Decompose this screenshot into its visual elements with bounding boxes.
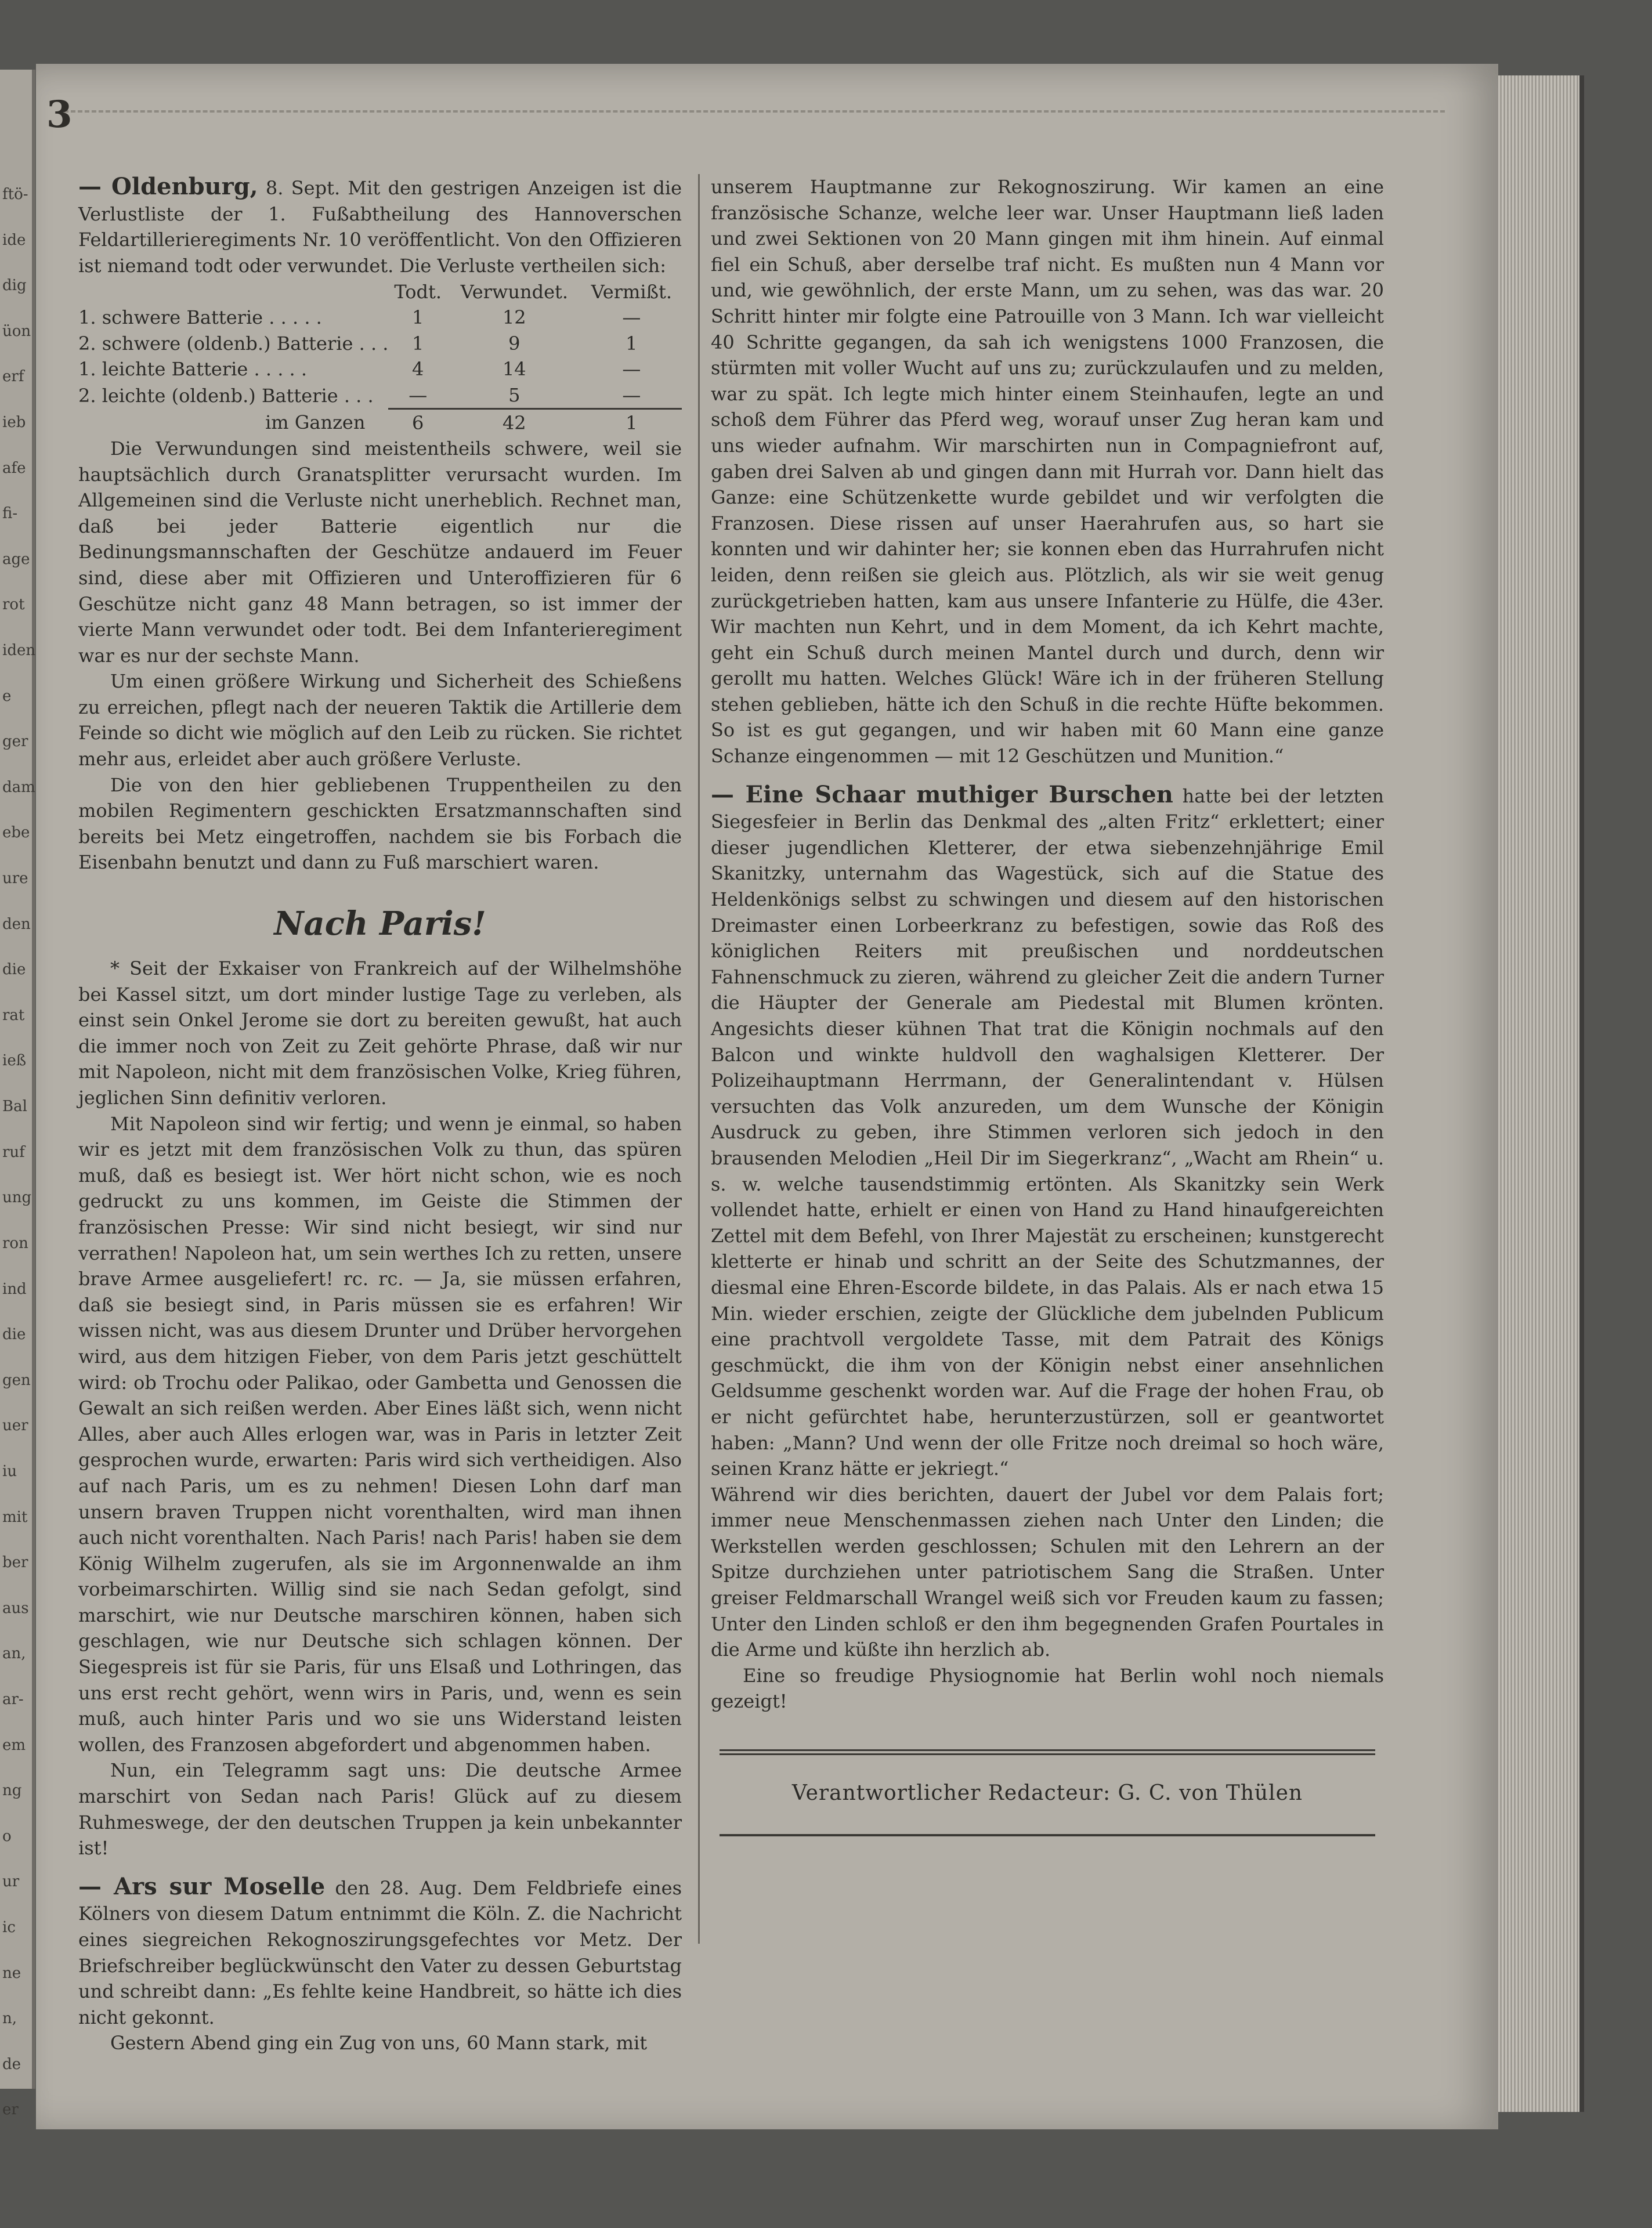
wounded-count: 14 — [502, 358, 526, 381]
facing-page-fragment: ind — [2, 1280, 27, 1298]
table-row — [78, 356, 682, 382]
facing-page-fragment: Bal — [2, 1098, 27, 1116]
table-row — [78, 331, 682, 357]
facing-page-fragment: uer — [2, 1417, 28, 1435]
facing-page-fragment: ieb — [2, 414, 26, 432]
oldenburg-text-1: 8. Sept. Mit den gestrigen Anzeigen ist die Verlustliste der 1. Fußabtheilung des Hannoverschen Feldartillerieregiments Nr. 10 veröffentlicht. Von den Offizieren ist niemand todt oder verwundet. Die Verluste vertheilen sich: — [78, 177, 682, 277]
battery-label: 2. leichte (oldenb.) Batterie . . . — [78, 384, 374, 407]
dead-count: 1 — [412, 306, 424, 329]
header-cell: Vermißt. — [591, 280, 672, 303]
facing-page-fragment: die — [2, 961, 26, 979]
facing-page-fragment: de — [2, 2055, 21, 2073]
total-wounded: 42 — [447, 409, 581, 436]
header-cell: Verwundet. — [460, 280, 569, 303]
facing-page-fragment: gen — [2, 1371, 31, 1389]
left-column — [78, 174, 682, 2056]
facing-page-fragment: ide — [2, 231, 26, 249]
header-cell — [78, 278, 388, 305]
missing-count: — — [622, 384, 641, 407]
total-label: im Ganzen — [265, 411, 366, 433]
header-cell: Todt. — [394, 280, 442, 303]
facing-page-fragment: rot — [2, 596, 25, 614]
nach-paris-text-3: Nun, ein Telegramm sagt uns: Die deutsche Armee marschirt von Sedan nach Paris! Glück auf zu diesem Ruhmeswege, der den deutschen Truppen ja kein unbekannter ist! — [78, 1759, 682, 1860]
wounded-count: 5 — [508, 384, 520, 407]
facing-page-fragment: üon — [2, 322, 31, 340]
dead-count: 4 — [412, 358, 424, 381]
wounded-count: 9 — [508, 332, 520, 355]
signoff-block — [711, 1749, 1384, 1836]
facing-page-fragment: iu — [2, 1462, 17, 1480]
facing-page-fragment: ar- — [2, 1690, 24, 1708]
table-total-row — [78, 409, 682, 436]
facing-page-fragment: ure — [2, 870, 28, 888]
battery-label: 1. leichte Batterie . . . . . — [78, 358, 308, 381]
facing-page-fragment: ber — [2, 1554, 28, 1572]
schaar-dateline: — Eine Schaar muthiger Burschen — [711, 780, 1173, 808]
battery-label: 1. schwere Batterie . . . . . — [78, 306, 322, 329]
facing-page-fragment: ebe — [2, 824, 30, 842]
facing-page-fragment: ic — [2, 1918, 16, 1936]
facing-page-fragment: ruf — [2, 1143, 25, 1161]
oldenburg-dateline: — Oldenburg, — [78, 173, 258, 200]
page-number: 3 — [46, 93, 73, 136]
facing-page-fragment: ger — [2, 733, 28, 751]
column-divider — [698, 174, 700, 1944]
facing-page-fragment: ur — [2, 1873, 20, 1891]
total-dead: 6 — [388, 409, 447, 436]
facing-page-fragment: ron — [2, 1234, 28, 1252]
oldenburg-text-3: Um einen größere Wirkung und Sicherheit des Schießens zu erreichen, pflegt nach der neueren Taktik die Artillerie dem Feinde so dicht wie möglich auf den Leib zu rücken. Sie richtet mehr aus, erleidet aber auch größere Verluste. — [78, 670, 682, 771]
facing-page-fragment: er — [2, 2101, 19, 2119]
table-row — [78, 305, 682, 331]
dead-count: 1 — [412, 332, 424, 355]
schaar-text-1: hatte bei der letzten Siegesfeier in Berlin das Denkmal des „alten Fritz“ erklettert; einer dieser jugendlichen Kletterer, der etwa siebenzehnjährige Emil Skanitzky, unternahm das Wagestück, sich auf die Statue des Heldenkönigs selbst zu schwingen und diesem auf den historischen Dreimaster einen Lorbeerkranz zu befestigen, sowie das Roß des königlichen Reiters mit preußischen und norddeutschen Fahnenschmuck zu zieren, während zu gleicher Zeit die andern Turner die Häupter der Generale am Piedestal mit Blumen krönten. Angesichts dieser kühnen That trat die Königin nochmals auf den Balcon und winkte huldvoll den waghalsigen Kletterer. Der Polizeihauptmann Herrmann, der Generalintendant v. Hülsen versuchten das Volk anzureden, um dem Wunsche der Königin Ausdruck zu geben, ihre Stimmen verloren sich jedoch in den brausenden Melodien „Heil Dir im Siegerkranz“, „Wacht am Rhein“ u. s. w. welche tausendstimmig ertönten. Als Skanitzky sein Werk vollendet hatte, erhielt er einen von Hand zu Hand hinaufgereichten Zettel mit dem Befehl, von Ihrer Majestät zu erscheinen; kunstgerecht kletterte er hinab und schritt an der Seite des Schutzmannes, der diesmal eine Ehren-Escorde bildete, in das Palais. Als er nach etwa 15 Min. wieder erschien, zeigte der Glückliche dem jubelnden Publicum eine prachtvoll vergoldete Tasse, mit dem Patrait des Königs geschmückt, die ihm von der Königin nebst einer ansehnlichen Geldsumme geschenkt worden war. Auf die Frage der hohen Frau, ob er nicht gefürchtet habe, herunterzustürzen, soll er geantwortet haben: „Mann? Und wenn der olle Fritze noch dreimal so hoch wäre, seinen Kranz hätte er jekriegt.“ — [711, 784, 1384, 1480]
oldenburg-text-4: Die von den hier gebliebenen Truppentheilen zu den mobilen Regimentern geschickten Ersatzmannschaften sind bereits bei Metz eingetroffen, nachdem sie bis Forbach die Eisenbahn benutzt und dann zu Fuß marschiert waren. — [78, 773, 682, 874]
facing-page-fragment: ne — [2, 1964, 21, 1982]
facing-page-fragment: mit — [2, 1508, 28, 1526]
facing-page-fragment: afe — [2, 459, 26, 477]
casualty-table-header — [78, 278, 682, 305]
oldenburg-text-2: Die Verwundungen sind meistentheils schwere, weil sie hauptsächlich durch Granatsplitter verursacht wurden. Im Allgemeinen sind die Verluste nicht unerheblich. Rechnet man, daß bei jeder Batterie eigentlich nur die Bedinungsmannschaften der Geschütze andauerd im Feuer sind, diese aber mit Offizieren und Unteroffizieren für 6 Geschütze nicht ganz 48 Mann betragen, so ist immer der vierte Mann verwundet oder todt. Bei dem Infanterieregiment war es nur der sechste Mann. — [78, 437, 682, 667]
facing-page-fragment: an, — [2, 1645, 26, 1663]
facing-page-fragment: n, — [2, 2010, 17, 2028]
facing-page-fragment: ung — [2, 1189, 32, 1207]
nach-paris-text-2: Mit Napoleon sind wir fertig; und wenn je einmal, so haben wir es jetzt mit dem französischen Volk zu thun, das spüren muß, daß es besiegt ist. Wer hört nicht schon, wie es noch gedruckt zu uns kommen, im Geiste die Stimmen der französischen Presse: Wir sind nicht besiegt, wir sind nur verrathen! Napoleon hat, um sein werthes Ich zu retten, unsere brave Armee ausgeliefert! rc. rc. — Ja, sie müssen erfahren, daß sie besiegt sind, in Paris müssen sie es erfahren! Wir wissen nicht, was aus diesem Drunter und Drüber hervorgehen wird, aus dem hitzigen Fieber, von dem Paris jetzt geschüttelt wird: ob Trochu oder Palikao, oder Gambetta und Genossen die Gewalt an sich reißen werden. Aber Eines läßt sich, wenn nicht Alles, aber auch Alles erlogen war, was in Paris in letzter Zeit gesprochen wurde, erwarten: Paris wird sich vertheidigen. Also auf nach Paris, um es zu nehmen! Diesen Lohn darf man unsern braven Truppen nicht vorenthalten, wird man ihnen auch nicht vorenthalten. Nach Paris! nach Paris! haben sie dem König Wilhelm zugerufen, als sie im Argonnenwalde an ihm vorbeimarschirten. Willig sind sie nach Sedan gefolgt, sind marschirt, wie nur Deutsche marschiren können, haben sich geschlagen, wie nur Deutsche sich schlagen können. Der Siegespreis ist für sie Paris, für uns Elsaß und Lothringen, das uns erst recht gehört, wenn wirs in Paris, und, wenn es sein muß, auch hinter Paris und wo sie uns Widerstand leisten wollen, des Franzosen abgefordert und abgenommen haben. — [78, 1112, 682, 1756]
wounded-count: 12 — [502, 306, 526, 329]
battery-label: 2. schwere (oldenb.) Batterie . . . — [78, 332, 389, 355]
ars-article-intro — [78, 1874, 682, 2031]
casualty-table — [78, 278, 682, 436]
facing-page-fragment: ieß — [2, 1052, 27, 1070]
nach-paris-text-1: * Seit der Exkaiser von Frankreich auf der Wilhelmshöhe bei Kassel sitzt, um dort minder lustige Tage zu verleben, als einst sein Onkel Jerome sie dort zu bereiten gewußt, hat auch die immer noch von Zeit zu Zeit gehörte Phrase, daß wir nur mit Napoleon, nicht mit dem französischen Volke, Krieg führen, jeglichen Sinn definitiv verloren. — [78, 957, 682, 1109]
book-page-edges — [1498, 75, 1584, 2112]
missing-count: — — [622, 306, 641, 329]
dead-count: — — [409, 384, 428, 407]
facing-page-fragment: iden — [2, 642, 36, 660]
facing-page-fragment: age — [2, 550, 30, 568]
facing-page-fragment: o — [2, 1827, 12, 1845]
signoff-rule-top — [720, 1749, 1375, 1755]
editor-line: Verantwortlicher Redacteur: G. C. von Thülen — [791, 1781, 1303, 1806]
missing-count: — — [622, 358, 641, 381]
facing-page-fragment: ftö- — [2, 186, 28, 203]
oldenburg-article-intro — [78, 174, 682, 278]
facing-page-fragment: dam — [2, 778, 35, 796]
right-column — [711, 174, 1384, 1836]
schaar-article-intro — [711, 782, 1384, 1482]
article-heading-nach-paris: Nach Paris! — [274, 905, 486, 943]
facing-page-fragment: fi- — [2, 505, 18, 523]
facing-page-fragment: ng — [2, 1782, 22, 1800]
missing-count: 1 — [626, 332, 638, 355]
table-row — [78, 382, 682, 409]
facing-page-fragment: aus — [2, 1599, 29, 1617]
header-rule — [64, 110, 1445, 113]
ars-text-3: unserem Hauptmanne zur Rekognoszirung. Wir kamen an eine französische Schanze, welche leer war. Unser Hauptmann ließ laden und zwei Sektionen von 20 Mann gingen mit ihm hinein. Auf einmal fiel ein Schuß, aber derselbe traf nicht. Es mußten nun 4 Mann vor und, wie gewöhnlich, der erste Mann, um zu sehen, was das war. 20 Schritt hinter mir folgte eine Patrouille von 3 Mann. Ich war vielleicht 40 Schritte gegangen, da sah ich wenigstens 1000 Franzosen, die stürmten mit voller Wucht auf uns zu; zurückzulaufen und zu melden, war zu spät. Ich legte mich hinter einem Steinhaufen, legte an und schoß dem Führer das Pferd weg, worauf unser Zug heran kam und uns wieder aufnahm. Wir marschirten nun in Compagniefront auf, gaben drei Salven ab und gingen dann mit Hurrah vor. Dann hielt das Ganze: eine Schützenkette wurde gebildet und wir verfolgten die Franzosen. Diese rissen auf unser Haerahrufen aus, so hart sie konnten und wir dahinter her; sie konnen eben das Hurrahrufen nicht leiden, denn reißen sie gleich aus. Plötzlich, als wir sie weit genug zurückgetrieben hatten, kam aus unsere Infanterie zu Hülfe, die 43er. Wir machten nun Kehrt, und in dem Moment, da ich Kehrt machte, geht ein Schuß durch meinen Mantel durch und durch, denn wir gerollt mu hatten. Welches Glück! Wäre ich in der früheren Stellung stehen geblieben, hätte ich den Schuß in die rechte Hüfte bekommen. So ist es gut gegangen, und wir haben mit 60 Mann eine ganze Schanze eingenommen — mit 12 Geschützen und Munition.“ — [711, 176, 1384, 768]
facing-page-fragment: rat — [2, 1006, 25, 1024]
total-missing: 1 — [581, 409, 682, 436]
signoff-rule-bottom — [720, 1834, 1375, 1836]
schaar-text-3: Eine so freudige Physiognomie hat Berlin wohl noch niemals gezeigt! — [711, 1664, 1384, 1713]
facing-page-fragment: den — [2, 915, 31, 933]
facing-page-fragment: em — [2, 1736, 26, 1754]
facing-page-fragment: dig — [2, 277, 27, 295]
ars-text-2: Gestern Abend ging ein Zug von uns, 60 Mann stark, mit — [110, 2032, 648, 2055]
facing-page-edge — [0, 70, 36, 2119]
schaar-text-2: Während wir dies berichten, dauert der Jubel vor dem Palais fort; immer neue Menschenmassen ziehen nach Unter den Linden; die Werkstellen werden geschlossen; Schulen mit den Lehrern an der Spitze durchziehen unter patriotischem Sang die Straßen. Unter greiser Feldmarschall Wrangel weiß sich vor Freuden kaum zu fassen; Unter den Linden schloß er den ihm begegnenden Grafen Pourtales in die Arme und küßte ihn herzlich ab. — [711, 1483, 1384, 1661]
ars-text-1: den 28. Aug. Dem Feldbriefe eines Kölners von diesem Datum entnimmt die Köln. Z. die Nachricht eines siegreichen Rekognoszirungsgefechtes vor Metz. Der Briefschreiber beglückwünscht den Vater zu dessen Geburtstag und schreibt dann: „Es fehlte keine Handbreit, so hätte ich dies nicht gekonnt. — [78, 1876, 682, 2028]
facing-page-fragment: erf — [2, 368, 24, 386]
facing-page-fragment: die — [2, 1326, 26, 1344]
ars-dateline: — Ars sur Moselle — [78, 1872, 326, 1900]
facing-page-fragment: e — [2, 687, 12, 705]
